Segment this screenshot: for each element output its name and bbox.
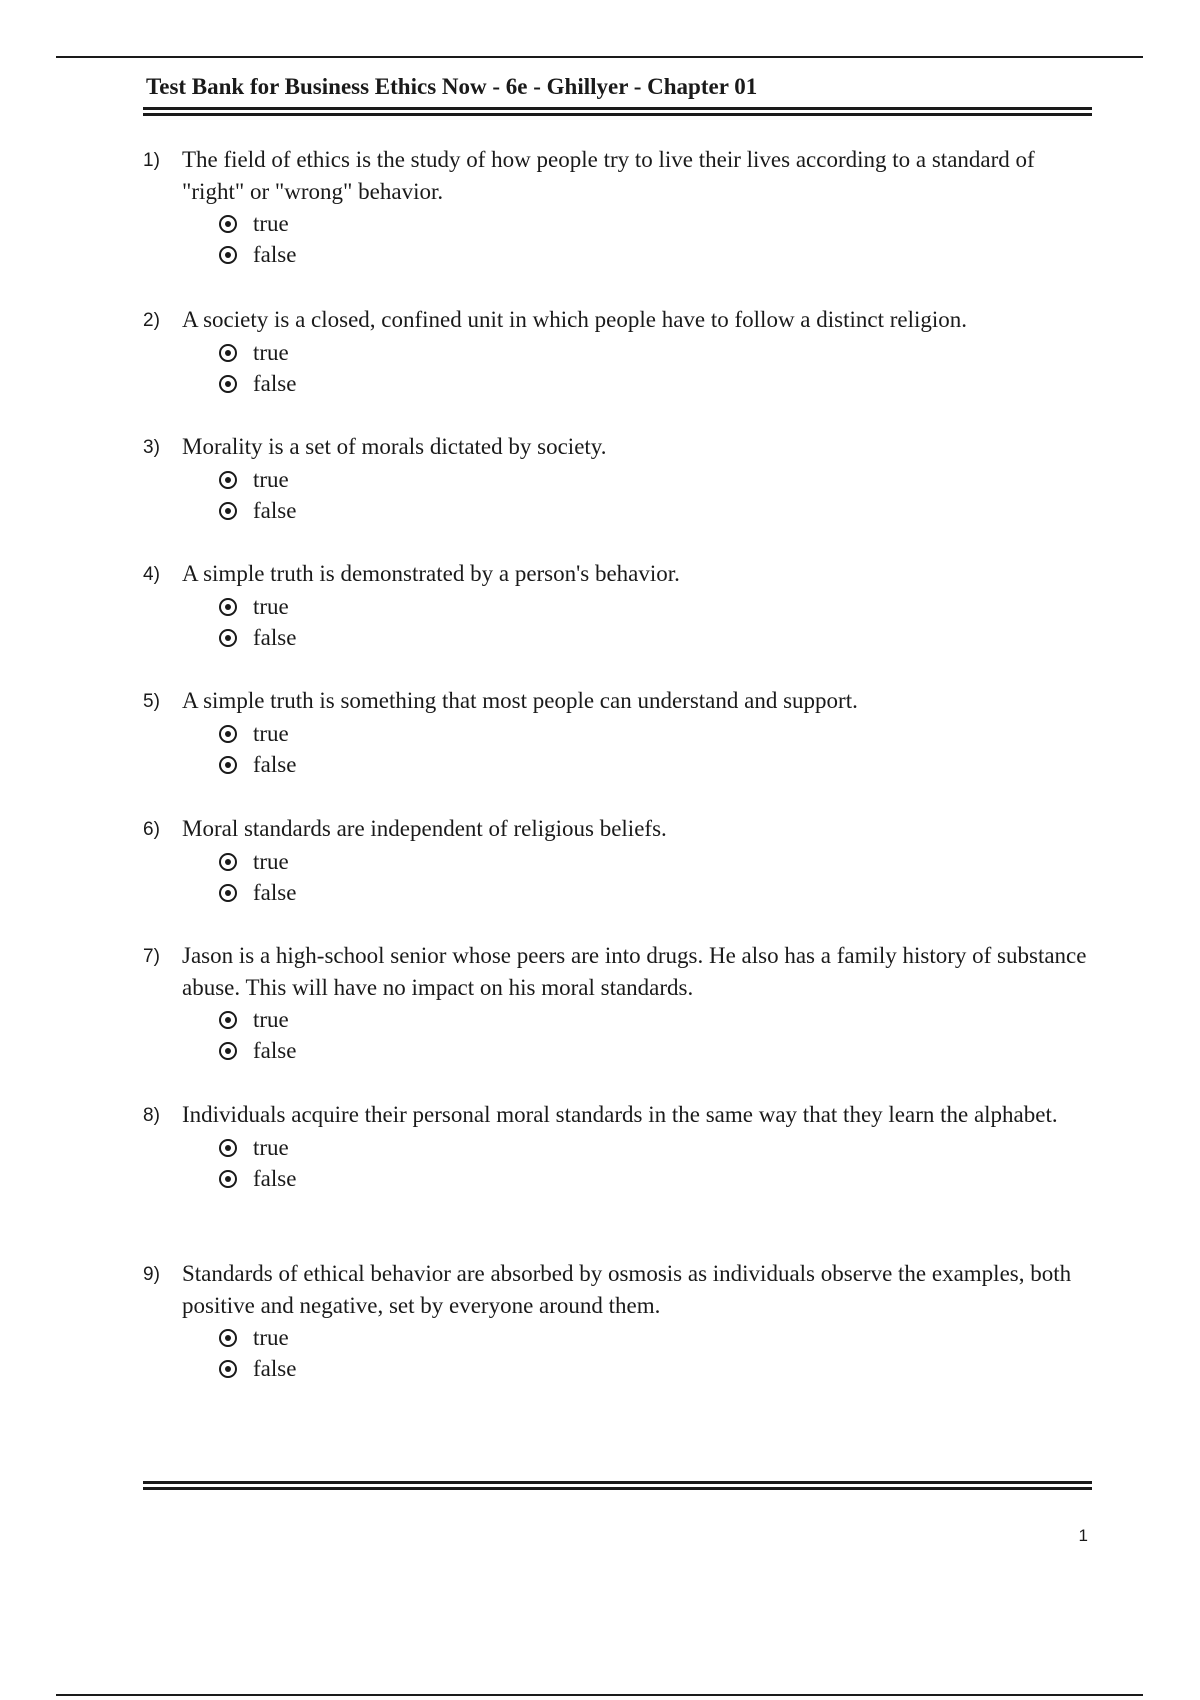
radio-icon[interactable] <box>219 1170 237 1188</box>
question-text: Jason is a high-school senior whose peers are into drugs. He also has a family history of substance abuse. This will have no impact on his moral standards. <box>182 943 1087 1000</box>
answer-options <box>219 337 1093 399</box>
question-text: A simple truth is demonstrated by a person's behavior. <box>182 561 680 586</box>
option-true[interactable] <box>219 591 1093 622</box>
question-7 <box>143 940 1093 1066</box>
question-number: 9) <box>143 1264 160 1285</box>
question-4 <box>143 558 1093 653</box>
radio-icon[interactable] <box>219 598 237 616</box>
radio-icon[interactable] <box>219 1329 237 1347</box>
answer-options <box>219 718 1093 780</box>
option-true[interactable] <box>219 718 1093 749</box>
question-number: 4) <box>143 564 160 585</box>
question-text: A society is a closed, confined unit in which people have to follow a distinct religion. <box>182 307 968 332</box>
question-text: Morality is a set of morals dictated by society. <box>182 434 607 459</box>
option-label: false <box>253 880 297 905</box>
option-true[interactable] <box>219 1004 1093 1035</box>
option-label: true <box>253 340 289 365</box>
option-true[interactable] <box>219 337 1093 368</box>
radio-icon[interactable] <box>219 1042 237 1060</box>
question-5 <box>143 685 1093 780</box>
option-false[interactable] <box>219 1035 1093 1066</box>
footer-double-rule <box>143 1481 1092 1490</box>
answer-options <box>219 846 1093 908</box>
document-title: Test Bank for Business Ethics Now - 6e - Ghillyer - Chapter 01 <box>146 74 758 99</box>
option-label: true <box>253 211 289 236</box>
answer-options <box>219 208 1093 270</box>
radio-icon[interactable] <box>219 1360 237 1378</box>
option-label: false <box>253 242 297 267</box>
question-9 <box>143 1258 1093 1384</box>
page-number: 1 <box>1078 1526 1088 1545</box>
option-label: false <box>253 498 297 523</box>
page-top-border <box>56 56 1143 58</box>
question-1 <box>143 144 1093 270</box>
radio-icon[interactable] <box>219 725 237 743</box>
option-label: true <box>253 1325 289 1350</box>
option-label: false <box>253 1038 297 1063</box>
option-false[interactable] <box>219 1353 1093 1384</box>
option-false[interactable] <box>219 622 1093 653</box>
radio-icon[interactable] <box>219 756 237 774</box>
question-number: 5) <box>143 691 160 712</box>
option-false[interactable] <box>219 749 1093 780</box>
question-number: 1) <box>143 150 160 171</box>
radio-icon[interactable] <box>219 1139 237 1157</box>
option-false[interactable] <box>219 239 1093 270</box>
option-false[interactable] <box>219 368 1093 399</box>
question-text: Standards of ethical behavior are absorbed by osmosis as individuals observe the examples, both positive and negative, set by everyone around them. <box>182 1261 1072 1318</box>
option-label: true <box>253 1135 289 1160</box>
radio-icon[interactable] <box>219 629 237 647</box>
radio-icon[interactable] <box>219 471 237 489</box>
radio-icon[interactable] <box>219 344 237 362</box>
option-true[interactable] <box>219 846 1093 877</box>
radio-icon[interactable] <box>219 853 237 871</box>
radio-icon[interactable] <box>219 215 237 233</box>
option-label: true <box>253 467 289 492</box>
question-2 <box>143 304 1093 399</box>
question-number: 7) <box>143 946 160 967</box>
option-true[interactable] <box>219 1322 1093 1353</box>
question-number: 3) <box>143 437 160 458</box>
question-number: 2) <box>143 310 160 331</box>
question-8 <box>143 1099 1093 1194</box>
answer-options <box>219 591 1093 653</box>
page-bottom-border <box>56 1694 1143 1696</box>
option-true[interactable] <box>219 1132 1093 1163</box>
question-text: A simple truth is something that most people can understand and support. <box>182 688 858 713</box>
answer-options <box>219 1322 1093 1384</box>
option-label: true <box>253 849 289 874</box>
radio-icon[interactable] <box>219 502 237 520</box>
question-number: 6) <box>143 819 160 840</box>
radio-icon[interactable] <box>219 246 237 264</box>
answer-options <box>219 1004 1093 1066</box>
radio-icon[interactable] <box>219 375 237 393</box>
option-false[interactable] <box>219 877 1093 908</box>
option-true[interactable] <box>219 464 1093 495</box>
option-true[interactable] <box>219 208 1093 239</box>
option-label: true <box>253 721 289 746</box>
option-false[interactable] <box>219 495 1093 526</box>
answer-options <box>219 464 1093 526</box>
option-label: false <box>253 1356 297 1381</box>
option-label: false <box>253 625 297 650</box>
question-6 <box>143 813 1093 908</box>
option-label: true <box>253 594 289 619</box>
question-number: 8) <box>143 1105 160 1126</box>
radio-icon[interactable] <box>219 884 237 902</box>
answer-options <box>219 1132 1093 1194</box>
question-text: The field of ethics is the study of how people try to live their lives according to a standard of "right" or "wrong" behavior. <box>182 147 1035 204</box>
option-label: true <box>253 1007 289 1032</box>
option-false[interactable] <box>219 1163 1093 1194</box>
option-label: false <box>253 752 297 777</box>
question-3 <box>143 431 1093 526</box>
question-text: Moral standards are independent of religious beliefs. <box>182 816 667 841</box>
radio-icon[interactable] <box>219 1011 237 1029</box>
option-label: false <box>253 1166 297 1191</box>
header-double-rule <box>143 107 1092 116</box>
option-label: false <box>253 371 297 396</box>
question-text: Individuals acquire their personal moral standards in the same way that they learn the alphabet. <box>182 1102 1058 1127</box>
